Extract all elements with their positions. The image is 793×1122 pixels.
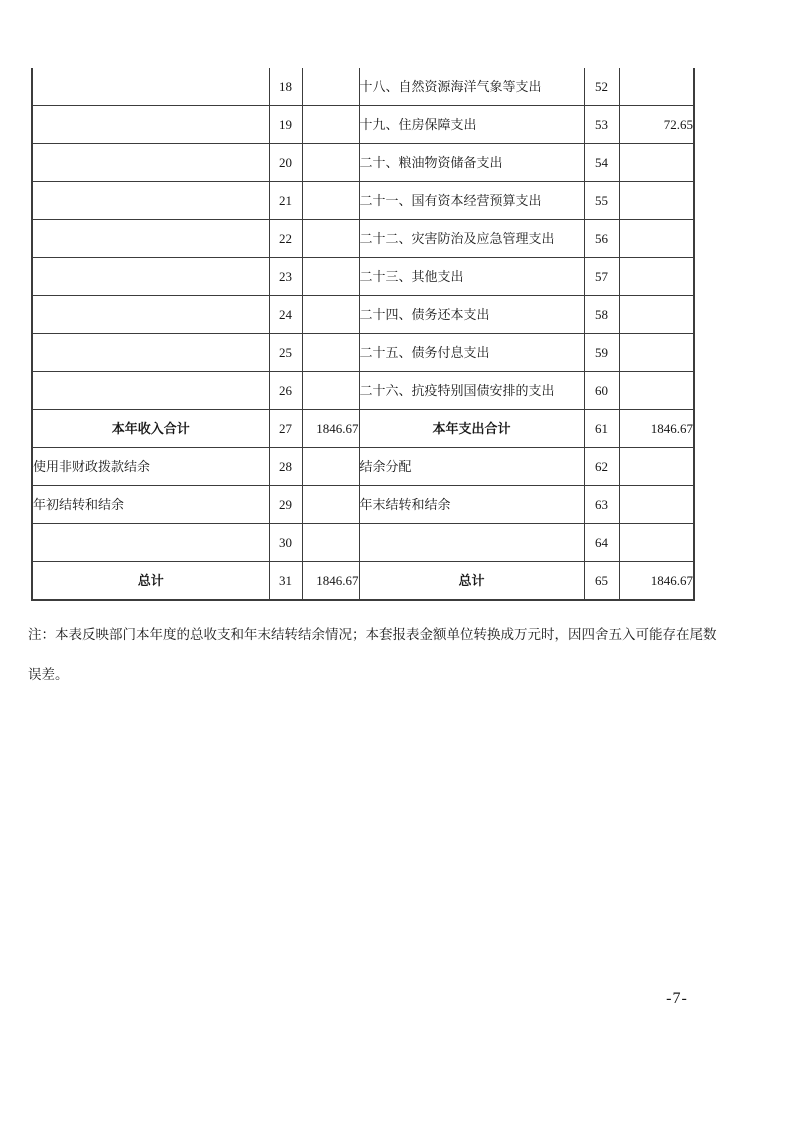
cell-left-amount <box>302 334 359 372</box>
cell-left-line-number: 27 <box>269 410 302 448</box>
cell-left-line-number: 22 <box>269 220 302 258</box>
cell-right-item-label: 二十二、灾害防治及应急管理支出 <box>359 220 584 258</box>
cell-left-amount <box>302 144 359 182</box>
cell-right-amount <box>619 182 694 220</box>
footnote-line-1: 注：本表反映部门本年度的总收支和年末结转结余情况；本套报表金额单位转换成万元时，因四舍五入可能存在尾数 <box>28 627 717 642</box>
cell-left-amount <box>302 68 359 106</box>
cell-left-item-label <box>32 182 269 220</box>
cell-left-item-label <box>32 296 269 334</box>
cell-right-amount <box>619 258 694 296</box>
cell-right-line-number: 58 <box>584 296 619 334</box>
cell-right-amount <box>619 68 694 106</box>
table-row <box>32 106 694 144</box>
cell-right-amount: 72.65 <box>619 106 694 144</box>
cell-left-item-label <box>32 68 269 106</box>
cell-left-item-label <box>32 372 269 410</box>
cell-left-line-number: 26 <box>269 372 302 410</box>
table-row <box>32 486 694 524</box>
cell-left-line-number: 23 <box>269 258 302 296</box>
cell-left-amount <box>302 182 359 220</box>
cell-left-amount <box>302 448 359 486</box>
cell-right-line-number: 55 <box>584 182 619 220</box>
cell-left-amount <box>302 486 359 524</box>
cell-right-item-label: 年末结转和结余 <box>359 486 584 524</box>
table-row <box>32 220 694 258</box>
cell-right-line-number: 52 <box>584 68 619 106</box>
cell-left-item-label: 年初结转和结余 <box>32 486 269 524</box>
table-row <box>32 182 694 220</box>
footnote-line-2: 误差。 <box>28 667 69 682</box>
cell-right-line-number: 59 <box>584 334 619 372</box>
cell-right-item-label <box>359 524 584 562</box>
cell-left-item-label: 使用非财政拨款结余 <box>32 448 269 486</box>
cell-right-item-label: 二十、粮油物资储备支出 <box>359 144 584 182</box>
table-row <box>32 372 694 410</box>
cell-right-line-number: 63 <box>584 486 619 524</box>
cell-right-amount <box>619 296 694 334</box>
cell-right-item-label: 十九、住房保障支出 <box>359 106 584 144</box>
cell-right-line-number: 56 <box>584 220 619 258</box>
cell-right-item-label: 总计 <box>359 562 584 601</box>
cell-right-item-label: 二十四、债务还本支出 <box>359 296 584 334</box>
table-row <box>32 410 694 448</box>
cell-right-item-label: 二十五、债务付息支出 <box>359 334 584 372</box>
cell-left-line-number: 25 <box>269 334 302 372</box>
cell-right-amount: 1846.67 <box>619 410 694 448</box>
cell-right-amount <box>619 334 694 372</box>
cell-left-item-label: 总计 <box>32 562 269 601</box>
cell-left-line-number: 20 <box>269 144 302 182</box>
cell-right-line-number: 54 <box>584 144 619 182</box>
table-row <box>32 334 694 372</box>
budget-summary-table <box>31 68 695 601</box>
cell-left-line-number: 28 <box>269 448 302 486</box>
cell-left-item-label: 本年收入合计 <box>32 410 269 448</box>
cell-left-amount: 1846.67 <box>302 562 359 601</box>
cell-left-amount <box>302 372 359 410</box>
table-row <box>32 258 694 296</box>
cell-left-line-number: 31 <box>269 562 302 601</box>
cell-left-item-label <box>32 220 269 258</box>
cell-left-item-label <box>32 258 269 296</box>
cell-left-line-number: 30 <box>269 524 302 562</box>
table-row <box>32 524 694 562</box>
cell-right-item-label: 结余分配 <box>359 448 584 486</box>
cell-right-amount <box>619 144 694 182</box>
cell-right-line-number: 53 <box>584 106 619 144</box>
cell-right-item-label: 本年支出合计 <box>359 410 584 448</box>
cell-right-amount <box>619 448 694 486</box>
cell-right-line-number: 60 <box>584 372 619 410</box>
table-row <box>32 68 694 106</box>
page-number: -7- <box>666 990 688 1007</box>
cell-left-line-number: 19 <box>269 106 302 144</box>
cell-right-line-number: 57 <box>584 258 619 296</box>
cell-left-item-label <box>32 144 269 182</box>
cell-left-line-number: 21 <box>269 182 302 220</box>
budget-table-body <box>32 68 694 600</box>
cell-right-amount <box>619 372 694 410</box>
table-row <box>32 144 694 182</box>
cell-right-line-number: 65 <box>584 562 619 601</box>
cell-left-item-label <box>32 106 269 144</box>
cell-left-amount <box>302 258 359 296</box>
table-row <box>32 562 694 601</box>
cell-right-amount <box>619 524 694 562</box>
cell-left-amount <box>302 524 359 562</box>
cell-right-amount <box>619 486 694 524</box>
cell-left-amount: 1846.67 <box>302 410 359 448</box>
cell-right-item-label: 二十三、其他支出 <box>359 258 584 296</box>
cell-right-line-number: 61 <box>584 410 619 448</box>
cell-left-amount <box>302 106 359 144</box>
cell-left-item-label <box>32 524 269 562</box>
cell-left-item-label <box>32 334 269 372</box>
cell-right-line-number: 64 <box>584 524 619 562</box>
cell-right-item-label: 二十一、国有资本经营预算支出 <box>359 182 584 220</box>
cell-left-amount <box>302 296 359 334</box>
cell-right-item-label: 十八、自然资源海洋气象等支出 <box>359 68 584 106</box>
cell-left-amount <box>302 220 359 258</box>
cell-left-line-number: 24 <box>269 296 302 334</box>
cell-right-amount <box>619 220 694 258</box>
table-footnote <box>28 615 728 695</box>
cell-right-amount: 1846.67 <box>619 562 694 601</box>
cell-left-line-number: 29 <box>269 486 302 524</box>
cell-right-item-label: 二十六、抗疫特别国债安排的支出 <box>359 372 584 410</box>
table-row <box>32 448 694 486</box>
table-row <box>32 296 694 334</box>
cell-right-line-number: 62 <box>584 448 619 486</box>
cell-left-line-number: 18 <box>269 68 302 106</box>
